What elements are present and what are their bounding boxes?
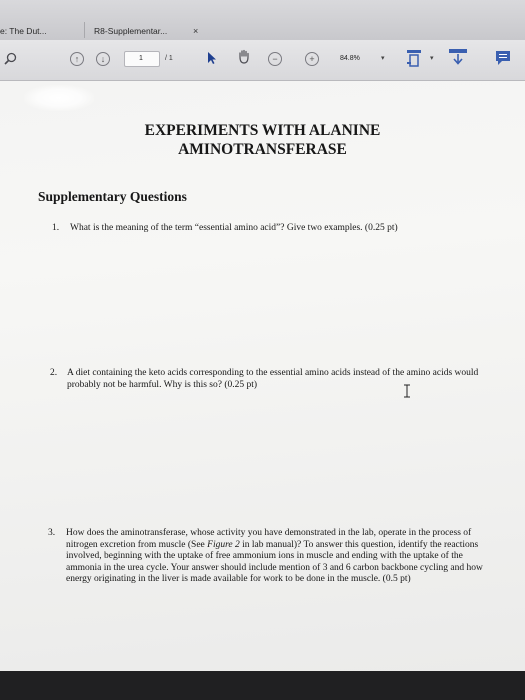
question-3-text-start: How does the aminotransferase, whose activity you have demonstrated in the lab, operate in the process of nitrogen excretion from muscle (See — [66, 528, 472, 550]
hand-icon[interactable] — [237, 49, 251, 68]
zoom-dropdown-icon[interactable]: ▾ — [381, 55, 385, 62]
figure-reference: Figure 2 — [207, 539, 240, 550]
question-2-number: 2. — [50, 368, 58, 378]
title-line-1: EXPERIMENTS WITH ALANINE — [144, 122, 381, 139]
page-number-input[interactable]: 1 — [124, 51, 160, 67]
question-1-number: 1. — [52, 223, 60, 233]
cursor-icon[interactable] — [207, 51, 217, 70]
page-title — [0, 121, 525, 159]
tab-strip — [0, 0, 525, 40]
download-icon[interactable] — [448, 48, 468, 71]
question-3-number: 3. — [48, 528, 56, 538]
zoom-icon[interactable] — [4, 52, 16, 64]
tab-previous[interactable]: e: The Dut... — [0, 26, 47, 36]
comment-icon[interactable] — [495, 50, 511, 71]
fit-dropdown-icon[interactable]: ▾ — [430, 55, 434, 62]
question-3-text — [66, 528, 491, 586]
question-2-text: A diet containing the keto acids corresponding to the essential amino acids instead of the amino acids would probably not be harmful. Why is this so? (0.25 pt) — [67, 368, 479, 390]
page-total-label: / 1 — [165, 55, 173, 62]
text-cursor-icon — [403, 384, 411, 398]
page-up-icon[interactable]: ↑ — [70, 52, 84, 66]
tab-close-icon[interactable]: × — [193, 26, 199, 36]
question-1-text: What is the meaning of the term “essential amino acid”? Give two examples. (0.25 pt) — [70, 223, 398, 233]
zoom-level[interactable]: 84.8% — [340, 55, 360, 62]
tab-separator — [84, 22, 85, 38]
pdf-toolbar — [0, 40, 525, 81]
title-line-2: AMINOTRANSFERASE — [178, 141, 347, 158]
viewport-bottom-edge — [0, 671, 525, 700]
zoom-in-icon[interactable]: + — [305, 52, 319, 66]
question-3-text-end: in lab manual)? To answer this question, identify the reactions involved, beginning with the uptake of free ammonium ions in muscle and ending with the uptake of the ammonia in the urea cycle. Your answer should include mention of 3 and 6 carbon backbone cycling and how energy originating in the liver is made available for work to be done in the muscle. (0.5 pt) — [66, 539, 483, 584]
tab-active-pdf[interactable]: R8-Supplementar... — [94, 26, 168, 36]
page-down-icon[interactable]: ↓ — [96, 52, 110, 66]
fit-page-icon[interactable] — [406, 49, 426, 72]
document-viewport[interactable] — [0, 81, 525, 700]
section-heading: Supplementary Questions — [38, 189, 187, 204]
screen-glare — [24, 85, 94, 111]
zoom-out-icon[interactable]: − — [268, 52, 282, 66]
pdf-page — [0, 81, 525, 671]
